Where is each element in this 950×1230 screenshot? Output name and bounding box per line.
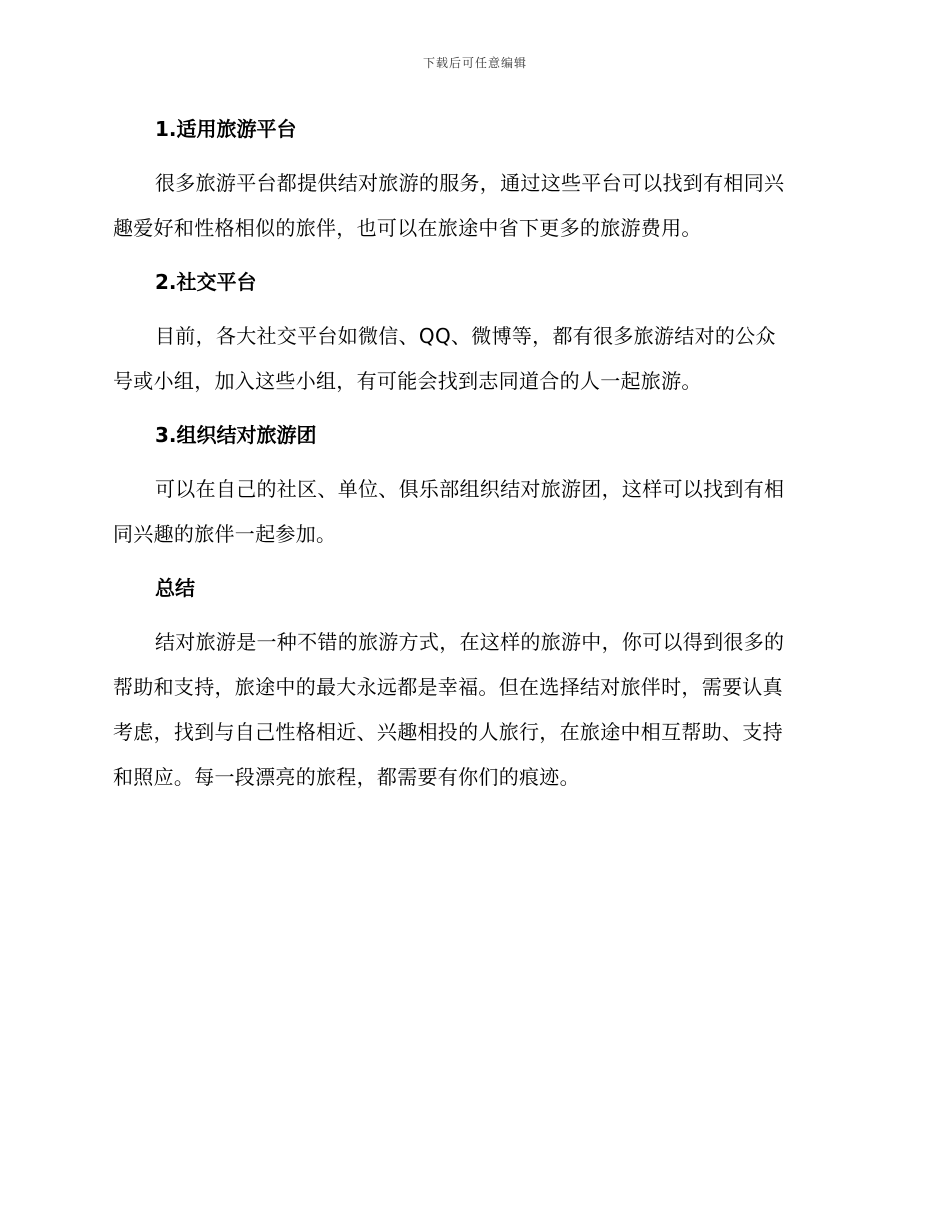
section-heading-social-platforms: 2.社交平台 (155, 270, 257, 294)
paragraph-social-platforms (113, 314, 833, 404)
paragraph-organize-group (113, 467, 833, 557)
paragraph-line: 号或小组，加入这些小组，有可能会找到志同道合的人一起旅游。 (113, 369, 702, 393)
paragraph-line: 很多旅游平台都提供结对旅游的服务，通过这些平台可以找到有相同兴 (155, 171, 785, 195)
paragraph-line: 同兴趣的旅伴一起参加。 (113, 522, 337, 546)
document-body (113, 112, 833, 800)
section-heading-organize-group: 3.组织结对旅游团 (155, 423, 317, 447)
paragraph-line: 考虑，找到与自己性格相近、兴趣相投的人旅行，在旅途中相互帮助、支持 (113, 720, 783, 744)
paragraph-line: 结对旅游是一种不错的旅游方式，在这样的旅游中，你可以得到很多的 (155, 630, 785, 654)
paragraph-line: 帮助和支持，旅途中的最大永远都是幸福。但在选择结对旅伴时，需要认真 (113, 675, 783, 699)
paragraph-line: 趣爱好和性格相似的旅伴，也可以在旅途中省下更多的旅游费用。 (113, 216, 702, 240)
paragraph-travel-platforms (113, 161, 833, 251)
section-heading-travel-platforms: 1.适用旅游平台 (155, 117, 297, 141)
paragraph-line: 可以在自己的社区、单位、俱乐部组织结对旅游团，这样可以找到有相 (155, 477, 785, 501)
running-header: 下载后可任意编辑 (422, 56, 527, 70)
paragraph-summary (113, 620, 833, 800)
section-heading-summary: 总结 (155, 576, 195, 600)
paragraph-line: 和照应。每一段漂亮的旅程，都需要有你们的痕迹。 (113, 765, 580, 789)
paragraph-line: 目前，各大社交平台如微信、QQ、微博等，都有很多旅游结对的公众 (155, 324, 776, 348)
